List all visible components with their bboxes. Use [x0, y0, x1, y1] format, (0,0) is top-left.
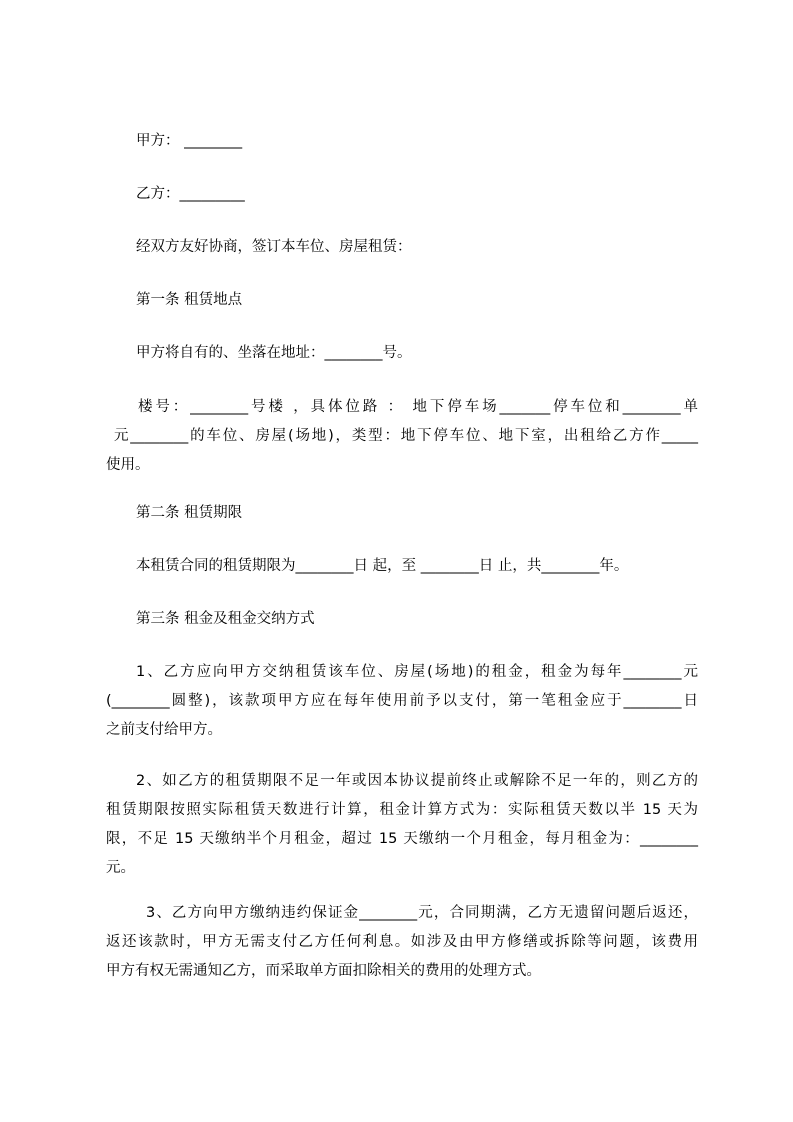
- party-b-line: 乙方：_________: [136, 186, 245, 202]
- paragraph-line: 之前支付给甲方。: [106, 722, 222, 738]
- article-1-title: 第一条 租赁地点: [136, 292, 243, 308]
- article-1-address-line: 甲方将自有的、坐落在地址：________号。: [136, 345, 412, 361]
- rent-clause-1: [106, 658, 698, 745]
- article-3-title: 第三条 租金及租金交纳方式: [136, 611, 315, 627]
- paragraph-line: 1、乙方应向甲方交纳租赁该车位、房屋(场地)的租金，租金为每年________元: [136, 664, 698, 680]
- paragraph-line: 返还该款时，甲方无需支付乙方任何利息。如涉及由甲方修缮或拆除等问题，该费用: [106, 934, 698, 950]
- rent-clause-3: [106, 899, 698, 986]
- paragraph-line: 元。: [106, 860, 135, 876]
- paragraph-line: 租赁期限按照实际租赁天数进行计算，租金计算方式为：实际租赁天数以半 15 天为: [106, 802, 698, 818]
- paragraph-line: 2、如乙方的租赁期限不足一年或因本协议提前终止或解除不足一年的，则乙方的: [136, 773, 698, 789]
- paragraph-line: 限，不足 15 天缴纳半个月租金，超过 15 天缴纳一个月租金，每月租金为：________: [106, 831, 698, 847]
- rent-clause-2: [106, 767, 698, 883]
- article-2-title: 第二条 租赁期限: [136, 505, 243, 521]
- article-2-term-line: 本租赁合同的租赁期限为________日 起，至 ________日 止，共________年。: [136, 558, 629, 574]
- paragraph-line: (________圆整)，该款项甲方应在每年使用前予以支付，第一笔租金应于________日: [106, 693, 698, 709]
- paragraph-line: 元________的车位、房屋(场地)，类型：地下停车位、地下室，出租给乙方作_____: [114, 428, 698, 444]
- intro-line: 经双方友好协商，签订本车位、房屋租赁：: [136, 239, 412, 255]
- paragraph-line: 甲方有权无需通知乙方，而采取单方面扣除相关的费用的处理方式。: [106, 963, 541, 979]
- paragraph-line: 3、乙方向甲方缴纳违约保证金________元，合同期满，乙方无遗留问题后返还，: [146, 905, 698, 921]
- paragraph-line: 使用。: [106, 457, 150, 473]
- location-paragraph: [106, 393, 698, 480]
- party-a-line: 甲方： ________: [136, 133, 243, 149]
- paragraph-line: 楼号：________号楼 ，具体位路 ： 地下停车场_______停车位和________单: [138, 399, 698, 415]
